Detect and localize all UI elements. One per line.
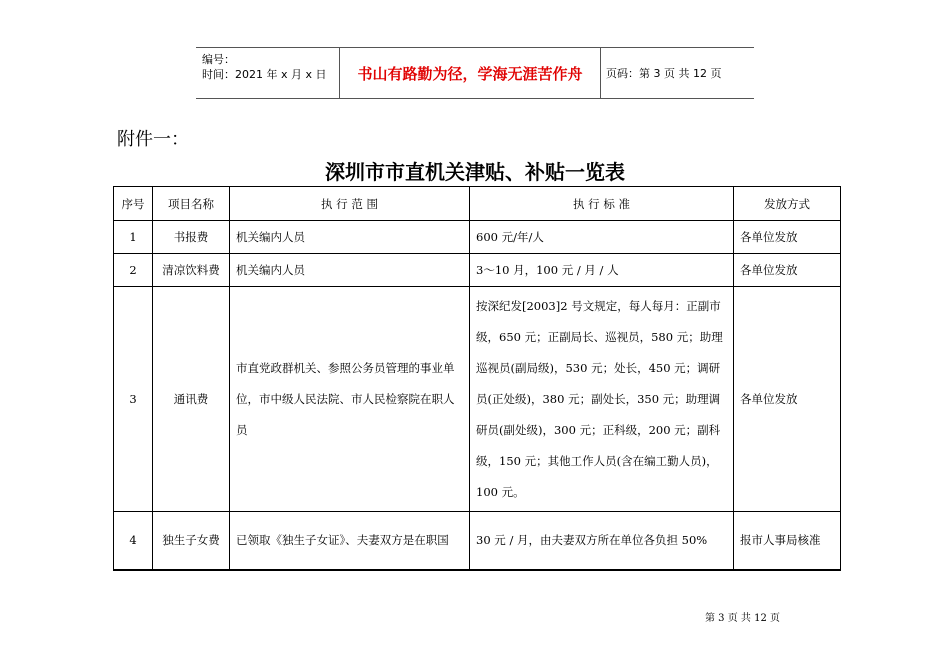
table-row bbox=[114, 287, 841, 512]
cell-name: 独生子女费 bbox=[153, 512, 230, 570]
cell-scope: 机关编内人员 bbox=[230, 254, 470, 287]
cell-no: 4 bbox=[114, 512, 153, 570]
attachment-label: 附件一： bbox=[117, 129, 189, 150]
table-row bbox=[114, 254, 841, 287]
cell-no: 2 bbox=[114, 254, 153, 287]
cell-standard: 按深纪发[2003]2 号文规定，每人每月：正副市级，650 元；正副局长、巡视员，580 元；助理巡视员(副局级)，530 元；处长，450 元；调研员(正处级)，380 元；副处长，350 元；助理调研员(副处级)，300 元；正科级，200 元；副科级，150 元；其他工作人员(含在编工勤人员)，100 元。 bbox=[470, 287, 734, 512]
page-title: 深圳市市直机关津贴、补贴一览表 bbox=[325, 160, 625, 184]
document-header bbox=[196, 47, 754, 99]
header-no: 序号 bbox=[114, 187, 153, 221]
header-scope: 执 行 范 围 bbox=[230, 187, 470, 221]
cell-name: 清凉饮料费 bbox=[153, 254, 230, 287]
cell-method: 各单位发放 bbox=[734, 254, 841, 287]
header-method: 发放方式 bbox=[734, 187, 841, 221]
cell-method: 报市人事局核准 bbox=[734, 512, 841, 570]
header-meta bbox=[196, 48, 339, 98]
cell-method: 各单位发放 bbox=[734, 221, 841, 254]
table-row bbox=[114, 221, 841, 254]
cell-standard: 3～10 月，100 元 / 月 / 人 bbox=[470, 254, 734, 287]
cell-scope: 已领取《独生子女证》、夫妻双方是在职国 bbox=[230, 512, 470, 570]
code-label: 编号： bbox=[202, 53, 235, 66]
header-page-info: 页码：第 3 页 共 12 页 bbox=[606, 67, 722, 80]
cell-scope: 市直党政群机关、参照公务员管理的事业单位，市中级人民法院、市人民检察院在职人员 bbox=[230, 287, 470, 512]
header-motto: 书山有路勤为径，学海无涯苦作舟 bbox=[339, 48, 601, 98]
cell-method: 各单位发放 bbox=[734, 287, 841, 512]
time-label: 时间：2021 年 x 月 x 日 bbox=[202, 68, 327, 81]
allowance-table bbox=[113, 186, 841, 571]
header-standard: 执 行 标 准 bbox=[470, 187, 734, 221]
cell-name: 通讯费 bbox=[153, 287, 230, 512]
cell-no: 3 bbox=[114, 287, 153, 512]
cell-standard: 30 元 / 月，由夫妻双方所在单位各负担 50% bbox=[470, 512, 734, 570]
cell-name: 书报费 bbox=[153, 221, 230, 254]
table-row bbox=[114, 512, 841, 570]
header-name: 项目名称 bbox=[153, 187, 230, 221]
page-footer: 第 3 页 共 12 页 bbox=[705, 613, 780, 624]
table-header-row bbox=[114, 187, 841, 221]
cell-scope: 机关编内人员 bbox=[230, 221, 470, 254]
cell-standard: 600 元/年/人 bbox=[470, 221, 734, 254]
cell-no: 1 bbox=[114, 221, 153, 254]
